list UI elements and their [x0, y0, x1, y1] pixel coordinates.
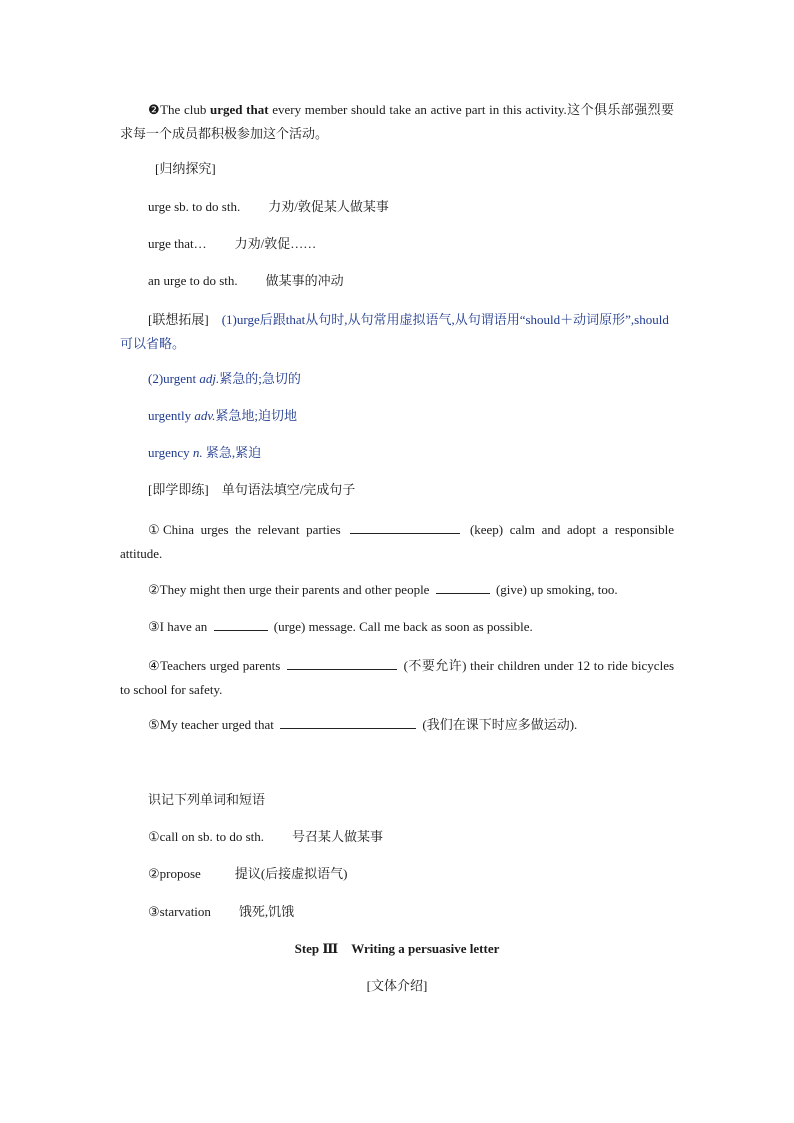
- example-part1: The club: [160, 102, 210, 117]
- example-sentence: [120, 98, 674, 146]
- answer-blank[interactable]: [214, 617, 268, 631]
- example-part2: every member should take an active part in this activity.: [268, 102, 567, 117]
- section-title: Step Ⅲ Writing a persuasive letter: [294, 941, 500, 956]
- section-subtitle: [文体介绍]: [366, 978, 428, 993]
- exercise-item: ④Teachers urged parents (不要允许) their children under 12 to ride bicycles to school for safety.: [120, 658, 675, 697]
- memo-item: ①call on sb. to do sth. 号召某人做某事: [148, 829, 384, 844]
- extend-heading: [联想拓展]: [148, 312, 209, 327]
- summary-item: urge that… 力劝/敦促……: [148, 236, 317, 251]
- summary-item: urge sb. to do sth. 力劝/敦促某人做某事: [148, 199, 389, 214]
- memo-heading: 识记下列单词和短语: [148, 792, 266, 807]
- example-translation: 这个俱乐部强烈要求每一个成员都积极参加这个活动。: [120, 102, 675, 141]
- practice-title: 单句语法填空/完成句子: [221, 482, 356, 497]
- memo-item: ③starvation 饿死,饥饿: [148, 904, 295, 919]
- answer-blank[interactable]: [350, 520, 460, 534]
- answer-blank[interactable]: [280, 715, 416, 729]
- circled-number-marker: ❷: [148, 102, 161, 117]
- summary-item: an urge to do sth. 做某事的冲动: [148, 273, 344, 288]
- exercise-item: ①China urges the relevant parties (keep) calm and adopt a responsible attitude.: [120, 522, 674, 561]
- word-form-row: urgency n. 紧急,紧迫: [148, 445, 262, 460]
- exercise-item: ②They might then urge their parents and other people (give) up smoking, too.: [148, 582, 618, 597]
- word-form-row: urgently adv.紧急地;迫切地: [148, 408, 298, 423]
- word-form-row: (2)urgent adj.紧急的;急切的: [148, 371, 301, 386]
- memo-item: ②propose 提议(后接虚拟语气): [148, 866, 348, 881]
- exercise-item: ⑤My teacher urged that (我们在课下时应多做运动).: [148, 717, 578, 732]
- answer-blank[interactable]: [287, 656, 397, 670]
- practice-heading: [即学即练]: [148, 482, 209, 497]
- exercise-item: ③I have an (urge) message. Call me back as soon as possible.: [148, 619, 533, 634]
- extend-text: (1)urge后跟that从句时,从句常用虚拟语气,从句谓语用“should＋动词原形”,should可以省略。: [120, 312, 669, 351]
- extend-paragraph: [120, 308, 674, 356]
- answer-blank[interactable]: [436, 580, 490, 594]
- summary-heading: [归纳探究]: [155, 161, 216, 176]
- example-bold: urged that: [210, 102, 269, 117]
- practice-heading-row: [148, 480, 355, 500]
